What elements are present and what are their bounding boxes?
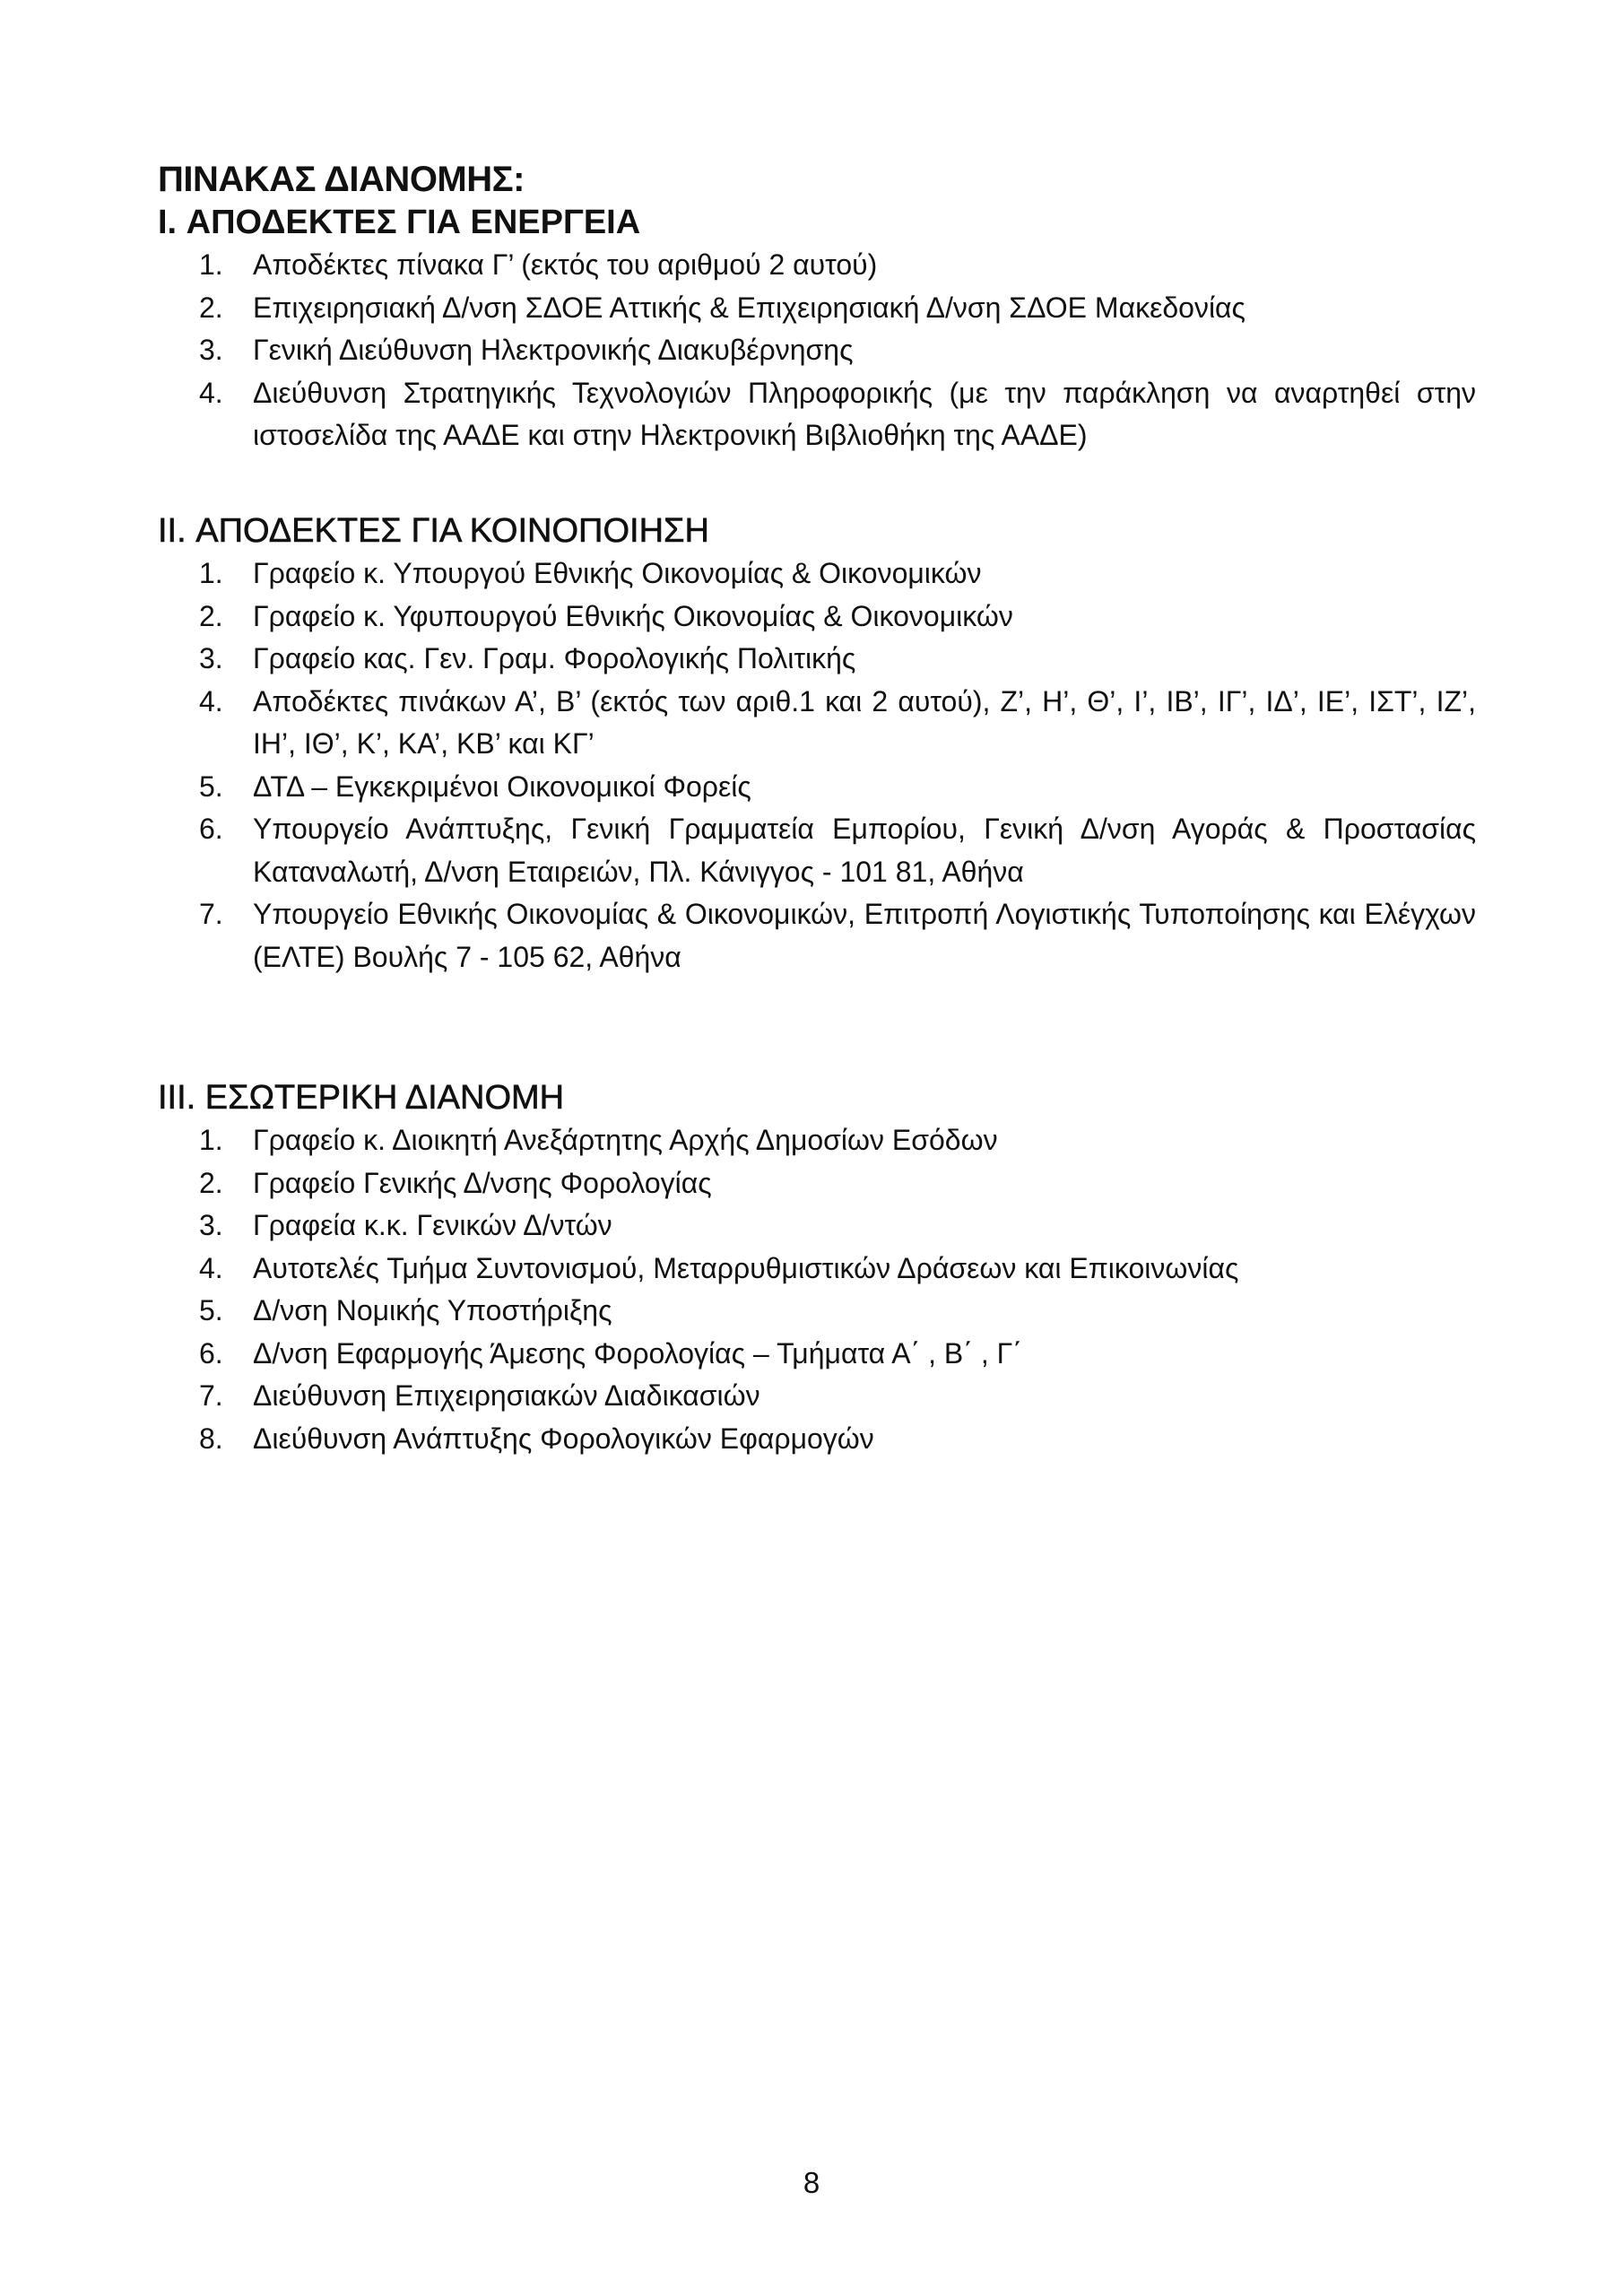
list-item: 3. Γραφεία κ.κ. Γενικών Δ/ντών bbox=[199, 1209, 612, 1241]
list-item: 8. Διεύθυνση Ανάπτυξης Φορολογικών Εφαρμογών bbox=[199, 1422, 874, 1455]
list-item: 2. Γραφείο κ. Υφυπουργού Εθνικής Οικονομίας & Οικονομικών bbox=[199, 599, 1013, 632]
list-item: 3. Γραφείο κας. Γεν. Γραμ. Φορολογικής Πολιτικής bbox=[199, 642, 856, 674]
section-heading: II. ΑΠΟΔΕΚΤΕΣ ΓΙΑ ΚΟΙΝΟΠΟΙΗΣΗ bbox=[158, 512, 709, 550]
list-item: 2. Γραφείο Γενικής Δ/νσης Φορολογίας bbox=[199, 1166, 712, 1199]
recipient-list bbox=[158, 1119, 1476, 1460]
list-item: 7. Υπουργείο Εθνικής Οικονομίας & Οικονομικών, Επιτροπή Λογιστικής Τυποποίησης και Ελέγχων (ΕΛΤΕ) Βουλής 7 - 105 62, Αθήνα bbox=[199, 898, 1476, 973]
list-item: 4. Αποδέκτες πινάκων Α’, Β’ (εκτός των αριθ.1 και 2 αυτού), Ζ’, Η’, Θ’, Ι’, ΙΒ’, ΙΓ’, ΙΔ’, ΙΕ’, ΙΣΤ’, ΙΖ’, ΙΗ’, ΙΘ’, Κ’, ΚΑ’, ΚΒ’ και ΚΓ’ bbox=[199, 684, 1476, 760]
document-title: ΠΙΝΑΚΑΣ ΔΙΑΝΟΜΗΣ: bbox=[158, 160, 525, 199]
list-item: 5. Δ/νση Νομικής Υποστήριξης bbox=[199, 1294, 612, 1326]
list-item: 3. Γενική Διεύθυνση Ηλεκτρονικής Διακυβέρνησης bbox=[199, 334, 854, 366]
list-item: 5. ΔΤΔ – Εγκεκριμένοι Οικονομικοί Φορείς bbox=[199, 770, 751, 803]
section-notification-recipients bbox=[158, 509, 1476, 978]
list-item: 1. Γραφείο κ. Διοικητή Ανεξάρτητης Αρχής Δημοσίων Εσόδων bbox=[199, 1124, 998, 1156]
list-item: 1. Γραφείο κ. Υπουργού Εθνικής Οικονομίας & Οικονομικών bbox=[199, 557, 982, 589]
list-item: 6. Δ/νση Εφαρμογής Άμεσης Φορολογίας – Τμήματα Α΄ , Β΄ , Γ΄ bbox=[199, 1336, 1022, 1370]
recipient-list bbox=[158, 552, 1476, 978]
list-item: 1. Αποδέκτες πίνακα Γ’ (εκτός του αριθμού 2 αυτού) bbox=[199, 248, 878, 281]
list-item: 2. Επιχειρησιακή Δ/νση ΣΔΟΕ Αττικής & Επιχειρησιακή Δ/νση ΣΔΟΕ Μακεδονίας bbox=[199, 291, 1245, 324]
list-item: 6. Υπουργείο Ανάπτυξης, Γενική Γραμματεία Εμπορίου, Γενική Δ/νση Αγοράς & Προστασίας Καταναλωτή, Δ/νση Εταιρειών, Πλ. Κάνιγγος - 101 81, Αθήνα bbox=[199, 813, 1476, 888]
list-item: 4. Αυτοτελές Τμήμα Συντονισμού, Μεταρρυθμιστικών Δράσεων και Επικοινωνίας bbox=[199, 1251, 1239, 1284]
section-heading: III. ΕΣΩΤΕΡΙΚΗ ΔΙΑΝΟΜΗ bbox=[158, 1079, 565, 1117]
page-number: 8 bbox=[803, 2166, 820, 2199]
section-heading: I. ΑΠΟΔΕΚΤΕΣ ΓΙΑ ΕΝΕΡΓΕΙΑ bbox=[158, 204, 641, 241]
list-item: 4. Διεύθυνση Στρατηγικής Τεχνολογιών Πληροφορικής (με την παράκληση να αναρτηθεί στην ιστοσελίδα της ΑΑΔΕ και στην Ηλεκτρονική Βιβλιοθήκη της ΑΑΔΕ) bbox=[199, 376, 1476, 451]
section-action-recipients bbox=[158, 201, 1476, 457]
recipient-list bbox=[158, 244, 1476, 457]
section-internal-distribution bbox=[158, 1076, 1476, 1460]
list-item: 7. Διεύθυνση Επιχειρησιακών Διαδικασιών bbox=[199, 1379, 760, 1412]
